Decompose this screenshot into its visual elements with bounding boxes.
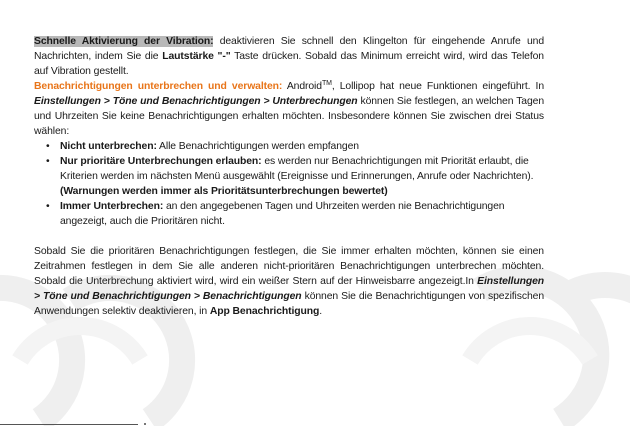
status-list <box>34 139 544 229</box>
list-item <box>46 154 544 199</box>
status-label: Nur prioritäre Unterbrechungen erlauben: <box>60 156 262 167</box>
status-text: an den angegebenen Tagen und Uhrzeiten werden nie Benachrichtigungen angezeigt, auch die Prioritären nicht. <box>60 201 505 227</box>
paragraph-vibration <box>34 34 544 79</box>
app-notification-label: App Benachrichtigung <box>209 306 320 317</box>
bullet-mark: • <box>46 156 50 167</box>
settings-path-notifications: Einstellungen > Töne und Benachrichtigungen > Benachrichtigungen <box>34 276 544 302</box>
paragraph-priority <box>34 244 544 319</box>
vibration-text-2: Taste drücken. Sobald das Minimum erreicht wird, wird das Telefon auf Vibration gestellt. <box>34 51 544 77</box>
vibration-text-1: deaktivieren Sie schnell den Klingelton für eingehende Anrufe und Nachrichten, indem Sie die <box>34 36 544 62</box>
paragraph-spacer <box>34 229 544 244</box>
priority-text-2: können Sie die Benachrichtigungen von spezifischen Anwendungen selektiv deaktivieren, in <box>34 291 544 317</box>
status-text: Alle Benachrichtigungen werden empfangen <box>156 141 359 152</box>
interruptions-text-1: Android <box>282 81 322 92</box>
interruptions-text-3: können Sie festlegen, an welchen Tagen und Uhrzeiten Sie keine Benachrichtigungen erhalten möchten. Insbesondere können Sie zwischen drei Status wählen: <box>34 96 544 137</box>
status-label: Immer Unterbrechen: <box>60 201 164 212</box>
interruptions-label: Benachrichtigungen unterbrechen und verwalten: <box>34 81 283 92</box>
status-text: es werden nur Benachrichtigungen mit Priorität erlaubt, die Kriterien werden im nächsten Menü ausgewählt (Ereignisse und Erinnerungen, Anrufe oder Nachrichten). <box>60 156 534 182</box>
list-item <box>46 199 544 229</box>
document-body <box>34 34 544 319</box>
footer-mark <box>144 423 146 425</box>
bullet-mark: • <box>46 201 50 212</box>
interruptions-text-2: , Lollipop hat neue Funktionen eingeführt. In <box>331 81 544 92</box>
status-warning-note: (Warnungen werden immer als Prioritätsunterbrechungen bewertet) <box>60 186 388 197</box>
priority-text-1: Sobald Sie die prioritären Benachrichtigungen festlegen, die Sie immer erhalten möchten, können sie einen Zeitrahmen festlegen in dem Sie alle anderen nicht-prioritären Benachrichtigungen unterbrechen möchten. Sobald die Unterbrechung aktiviert wird, wird ein weißer Stern auf der Hinweisbarre angezeigt.In <box>34 246 544 287</box>
volume-key-label: Lautstärke "-" <box>162 51 231 62</box>
list-item <box>46 139 544 154</box>
priority-text-3: . <box>319 306 323 317</box>
paragraph-interruptions <box>34 79 544 139</box>
status-label: Nicht unterbrechen: <box>60 141 157 152</box>
trademark-mark: TM <box>321 80 332 87</box>
footer-rule <box>0 424 138 425</box>
bullet-mark: • <box>46 141 50 152</box>
settings-path-interruptions: Einstellungen > Töne und Benachrichtigungen > Unterbrechungen <box>34 96 358 107</box>
vibration-label: Schnelle Aktivierung der Vibration: <box>34 36 214 47</box>
